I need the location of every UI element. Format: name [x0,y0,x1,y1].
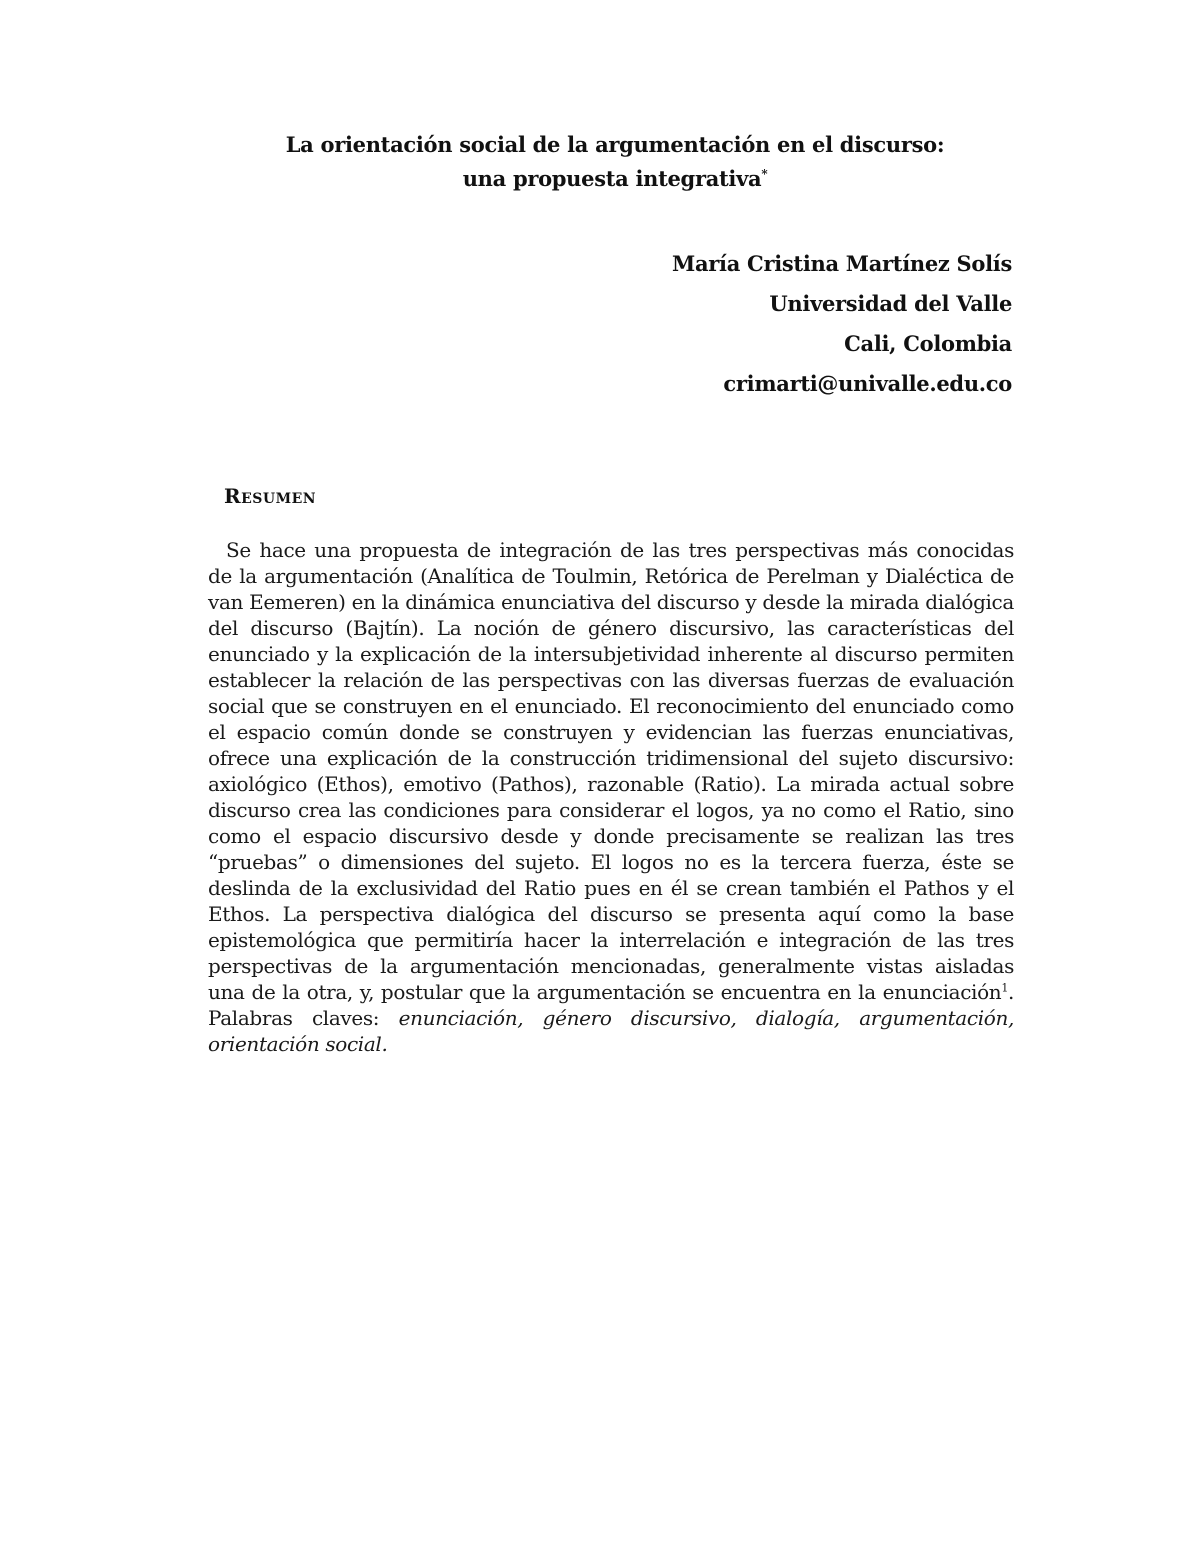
abstract-body [208,537,1014,1057]
abstract-text-end: . [1007,980,1014,1004]
title-line-2 [0,162,1200,196]
author-name: María Cristina Martínez Solís [672,251,1012,276]
title-line-2-text: una propuesta integrativa [462,166,762,191]
abstract-text: Se hace una propuesta de integración de las tres perspectivas más conocidas de la argumentación (Analítica de Toulmin, Retórica de Perelman y Dialéctica de van Eemeren) en la dinámica enunciativa del discurso y desde la mirada dialógica del discurso (Bajtín). La noción de género discursivo, las características del enunciado y la explicación de la intersubjetividad inherente al discurso permiten establecer la relación de las perspectivas con las diversas fuerzas de evaluación social que se construyen en el enunciado. El reconocimiento del enunciado como el espacio común donde se construyen y evidencian las fuerzas enunciativas, ofrece una explicación de la construcción tridimensional del sujeto discursivo: axiológico (Ethos), emotivo (Pathos), razonable (Ratio). La mirada actual sobre discurso crea las condiciones para considerar el logos, ya no como el Ratio, sino como el espacio discursivo desde y donde precisamente se realizan las tres “pruebas” o dimensiones del sujeto. El logos no es la tercera fuerza, éste se deslinda de la exclusividad del Ratio pues en él se crean también el Pathos y el Ethos. La perspectiva dialógica del discurso se presenta aquí como la base epistemológica que permitiría hacer la interrelación e integración de las tres perspectivas de la argumentación mencionadas, generalmente vistas aisladas una de la otra, y, postular que la argumentación se encuentra en la enunciación [208,538,1014,1004]
author-email[interactable]: crimarti@univalle.edu.co [723,371,1012,396]
abstract-footnote-marker[interactable]: 1 [1001,981,1008,995]
paper-title [0,128,1200,196]
keywords-end: . [381,1032,388,1056]
author-institution: Universidad del Valle [769,291,1012,316]
keywords-list: enunciación, género discursivo, dialogía, argumentación, orientación social [208,1006,1015,1056]
abstract-heading: Resumen [224,484,317,508]
author-location: Cali, Colombia [844,331,1012,356]
author-block [672,244,1012,404]
title-line-1: La orientación social de la argumentación en el discurso: [285,132,945,157]
keywords-label: Palabras claves: [208,1006,399,1030]
title-footnote-marker[interactable]: * [761,167,768,181]
